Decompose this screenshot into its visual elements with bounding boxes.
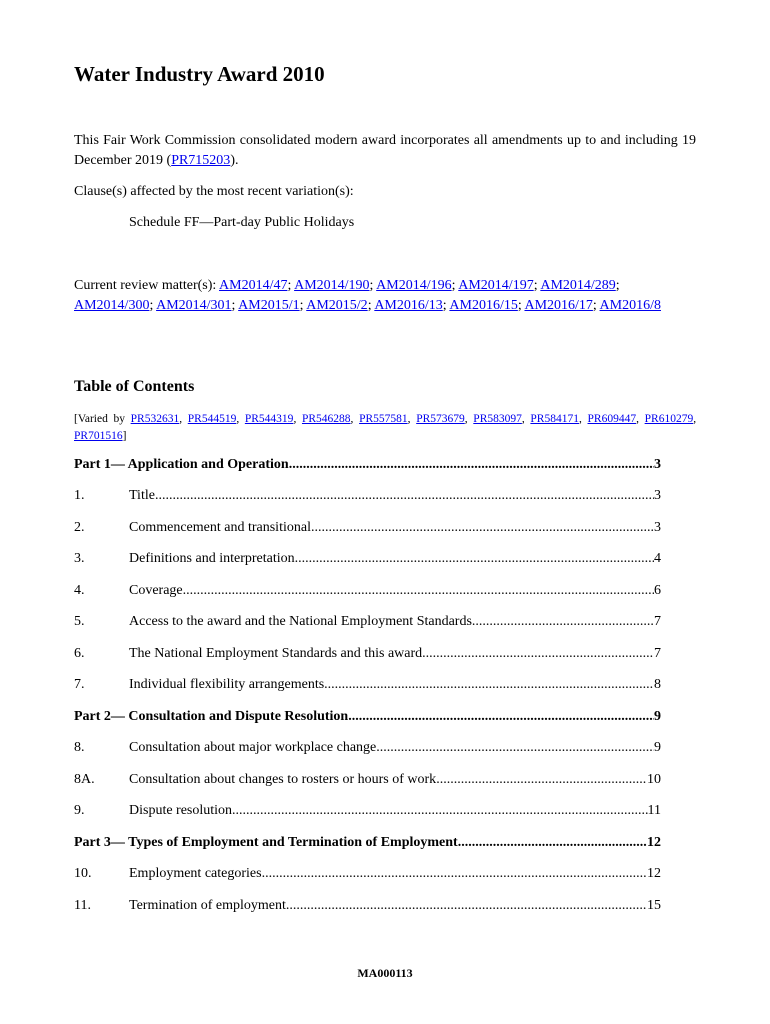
variation-link[interactable]: PR544519 (187, 413, 237, 425)
toc-entry-number: 11. (74, 898, 91, 913)
toc-heading: Table of Contents (74, 378, 195, 395)
toc-entry-number: 6. (74, 646, 85, 661)
toc-page-number: 7 (654, 614, 661, 629)
toc-dot-leader (232, 801, 647, 821)
variation-link[interactable]: PR610279 (644, 413, 694, 425)
varied-by: [Varied by PR532631, PR544519, PR544319, PR546288, PR557581, PR573679, PR583097, PR584171, PR609447, PR610279, PR701516] (74, 413, 697, 442)
toc-entry[interactable] (74, 644, 661, 664)
toc-entry-title: Consultation about changes to rosters or hours of work (129, 772, 437, 787)
page-footer: MA000113 (357, 966, 413, 980)
toc-entry-number: 4. (74, 583, 85, 598)
toc-page-number: 9 (654, 740, 661, 755)
toc-entry-number: 1. (74, 488, 85, 503)
toc-dot-leader (458, 833, 647, 853)
variation-link[interactable]: PR583097 (473, 413, 522, 425)
toc-entry[interactable] (74, 864, 661, 884)
toc-dot-leader (183, 581, 654, 601)
toc-entry-title: Access to the award and the National Employment Standards (129, 614, 472, 629)
toc-entry-number: 8A. (74, 772, 95, 787)
toc-entry-number: 2. (74, 520, 85, 535)
variation-link[interactable]: PR584171 (530, 413, 579, 425)
toc-page-number: 12 (647, 866, 661, 881)
toc-entry-title: Employment categories (129, 866, 262, 881)
clause-item: Schedule FF—Part-day Public Holidays (129, 215, 355, 230)
toc-entry-title: Individual flexibility arrangements (129, 677, 325, 692)
toc-entry[interactable] (74, 770, 661, 790)
review-matter-link[interactable]: AM2014/301 (156, 297, 232, 313)
toc-entry-title: Consultation about major workplace change (129, 740, 377, 755)
toc-page-number: 4 (654, 551, 661, 566)
toc-entry-number: 8. (74, 740, 85, 755)
review-matters: Current review matter(s): AM2014/47; AM2014/190; AM2014/196; AM2014/197; AM2014/289; AM2014/300; AM2014/301; AM2015/1; AM2015/2; AM2016/13; AM2016/15; AM2016/17; AM2016/8 (74, 278, 661, 313)
review-matter-link[interactable]: AM2016/8 (599, 297, 661, 313)
toc-entry[interactable] (74, 896, 661, 916)
toc-page-number: 11 (647, 803, 661, 818)
toc-entry[interactable] (74, 738, 661, 758)
toc-entry-number: 10. (74, 866, 92, 881)
toc-entry[interactable] (74, 675, 661, 695)
review-matter-link[interactable]: AM2014/47 (219, 278, 288, 293)
toc-dot-leader (286, 896, 647, 916)
toc-page-number: 12 (647, 835, 661, 850)
review-matter-link[interactable]: AM2016/15 (449, 297, 518, 313)
variation-link[interactable]: PR532631 (130, 413, 180, 425)
toc-entry-title: Dispute resolution (129, 803, 233, 818)
review-matter-link[interactable]: AM2014/190 (294, 278, 370, 293)
review-matter-link[interactable]: AM2016/13 (374, 297, 443, 313)
document-title: Water Industry Award 2010 (74, 62, 325, 86)
toc-dot-leader (376, 738, 654, 758)
toc-entry[interactable] (74, 801, 661, 821)
toc-entry-title: The National Employment Standards and this award (129, 646, 423, 661)
varied-close: ] (122, 429, 127, 442)
variation-link[interactable]: PR557581 (359, 413, 408, 425)
intro-end: ). (230, 152, 239, 168)
toc-entry-title: Definitions and interpretation (129, 551, 295, 566)
toc-page-number: 15 (647, 898, 661, 913)
toc-entry-title: Commencement and transitional (129, 520, 311, 535)
review-matter-link[interactable]: AM2014/196 (376, 278, 452, 293)
variation-link[interactable]: PR544319 (244, 413, 294, 425)
toc-page-number: 9 (654, 709, 661, 724)
toc-dot-leader (422, 644, 654, 664)
toc-entry-title: Part 2— Consultation and Dispute Resolution (74, 709, 349, 724)
toc-dot-leader (311, 518, 654, 538)
review-matter-link[interactable]: AM2014/197 (458, 278, 534, 293)
toc-entry[interactable] (74, 549, 661, 569)
toc-entry-title: Part 1— Application and Operation (74, 457, 289, 472)
toc-dot-leader (348, 707, 654, 727)
toc-dot-leader (324, 675, 654, 695)
toc-dot-leader (295, 549, 654, 569)
variation-link[interactable]: PR609447 (587, 413, 637, 425)
toc-page-number: 8 (654, 677, 661, 692)
review-matter-link[interactable]: AM2015/1 (238, 297, 300, 313)
toc-dot-leader (289, 455, 654, 475)
toc-entry-title: Termination of employment (129, 898, 286, 913)
toc-entry-number: 9. (74, 803, 85, 818)
toc-dot-leader (472, 612, 654, 632)
review-matter-link[interactable]: AM2015/2 (306, 297, 368, 313)
toc-entry-title: Coverage (129, 583, 183, 598)
review-matter-link[interactable]: AM2014/289 (540, 278, 616, 293)
toc-entry[interactable] (74, 581, 661, 601)
review-matter-link[interactable]: AM2014/300 (74, 297, 150, 313)
toc-dot-leader (262, 864, 647, 884)
toc-entry-title: Title (129, 488, 155, 503)
toc-page-number: 6 (654, 583, 661, 598)
toc-entry[interactable] (74, 612, 661, 632)
toc-page-number: 3 (654, 520, 661, 535)
toc-part-entry[interactable] (74, 833, 661, 853)
toc-part-entry[interactable] (74, 455, 661, 475)
variation-link[interactable]: PR573679 (416, 413, 465, 425)
varied-open: [Varied by (74, 413, 131, 425)
toc-page-number: 3 (654, 457, 661, 472)
toc-entry-number: 3. (74, 551, 85, 566)
toc-entry[interactable] (74, 486, 661, 506)
intro-paragraph (74, 131, 696, 170)
toc-page-number: 7 (654, 646, 661, 661)
variation-link[interactable]: PR546288 (301, 413, 351, 425)
toc-page-number: 3 (654, 488, 661, 503)
intro-link[interactable]: PR715203 (171, 152, 231, 168)
toc-dot-leader (155, 486, 654, 506)
toc-page-number: 10 (647, 772, 661, 787)
toc-entry-number: 7. (74, 677, 85, 692)
review-matter-link[interactable]: AM2016/17 (524, 297, 593, 313)
toc-dot-leader (436, 770, 647, 790)
toc-entry-number: 5. (74, 614, 85, 629)
intro-text: This Fair Work Commission consolidated modern award incorporates all amendments up to and including 19 December 2019 ( (74, 133, 696, 168)
clauses-label: Clause(s) affected by the most recent variation(s): (74, 184, 354, 199)
toc-part-entry[interactable] (74, 707, 661, 727)
variation-link[interactable]: PR701516 (74, 429, 123, 442)
toc-entry[interactable] (74, 518, 661, 538)
review-label: Current review matter(s): (74, 278, 220, 293)
toc-entry-title: Part 3— Types of Employment and Termination of Employment (74, 835, 458, 850)
